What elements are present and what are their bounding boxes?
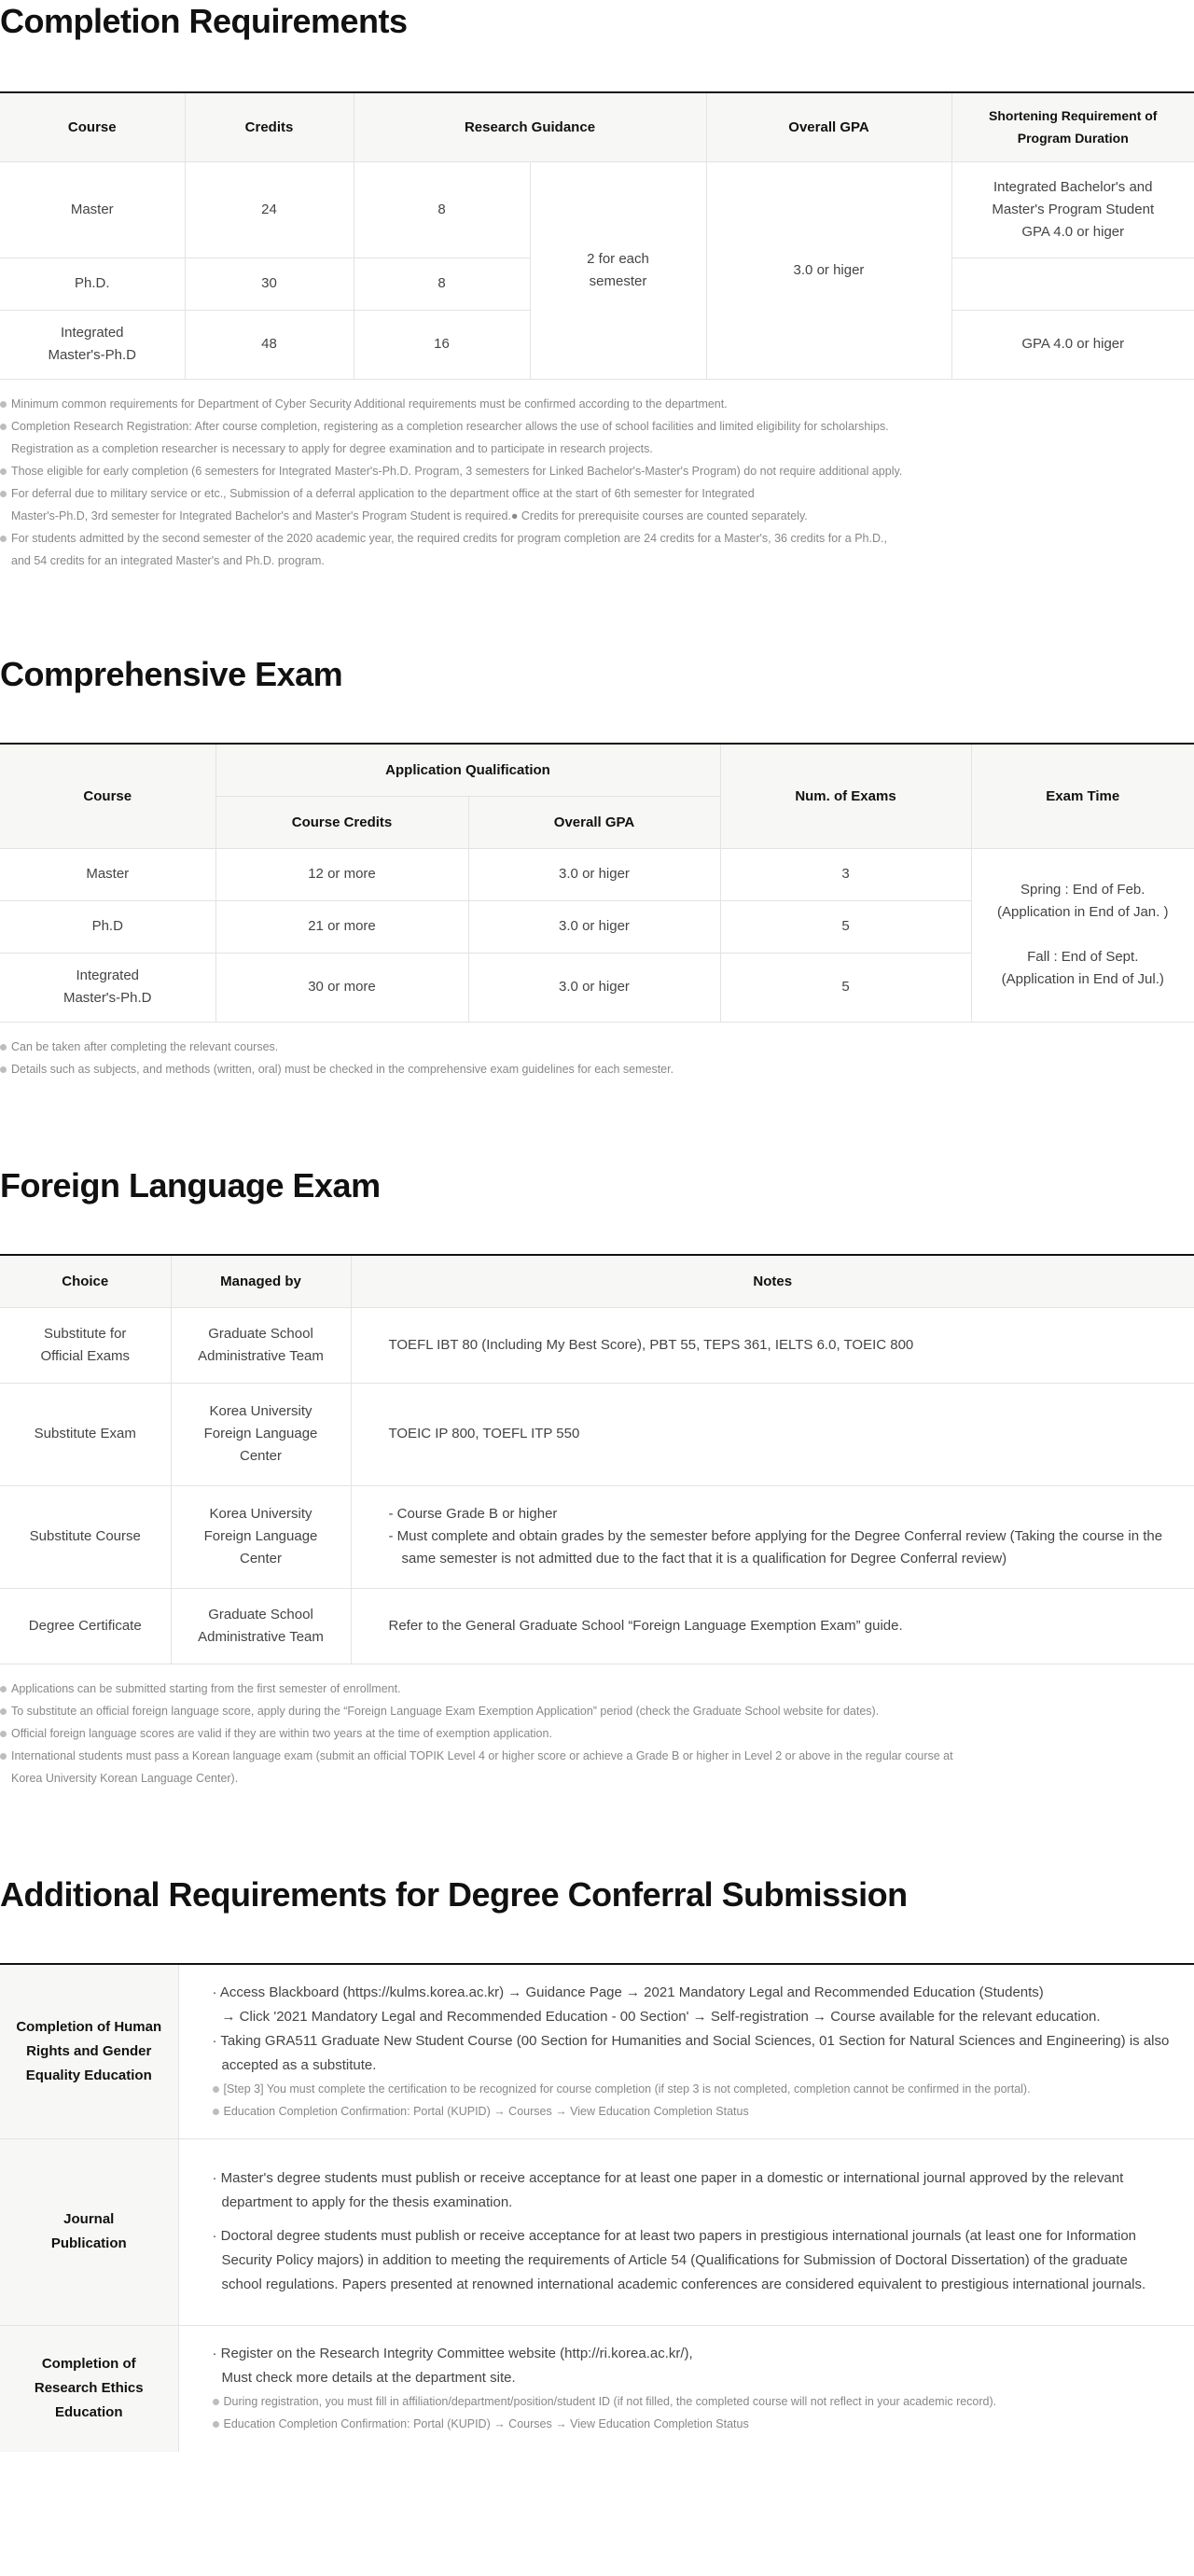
table-cell-notes: TOEIC IP 800, TOEFL ITP 550	[351, 1383, 1194, 1485]
foreign-language-notes	[0, 1678, 1194, 1789]
note-item: Applications can be submitted starting from the first semester of enrollment.	[0, 1678, 1194, 1700]
table-cell-credits: 48	[185, 310, 354, 379]
requirement-label: Journal Publication	[0, 2138, 178, 2325]
requirement-label: Completion of Research Ethics Education	[0, 2325, 178, 2452]
note-item: Can be taken after completing the relevant courses.	[0, 1036, 1194, 1058]
header-managed-by: Managed by	[171, 1255, 351, 1307]
table-cell-research: 16	[354, 310, 530, 379]
header-course: Course	[0, 744, 215, 848]
table-cell-research: 8	[354, 161, 530, 258]
comprehensive-notes	[0, 1036, 1194, 1080]
requirement-line: → Click '2021 Mandatory Legal and Recommended Education - 00 Section' → Self-registration → Course available for the relevant education.	[221, 2008, 1101, 2025]
header-overall-gpa: Overall GPA	[468, 796, 720, 848]
table-cell-course: Ph.D	[0, 900, 215, 953]
note-item: International students must pass a Korean language exam (submit an official TOPIK Level 4 or higher score or achieve a Grade B or higher in Level 2 or above in the regular course at Korea University Korean Language Center).	[0, 1745, 1194, 1789]
table-cell-choice: Substitute Course	[0, 1485, 171, 1588]
table-cell-notes	[351, 1485, 1194, 1588]
table-cell-gpa: 3.0 or higer	[468, 848, 720, 900]
table-cell-shortening	[951, 258, 1194, 310]
exam-time-spring: Spring : End of Feb.	[1020, 882, 1145, 898]
header-credits: Credits	[185, 92, 354, 161]
foreign-language-exam-section	[0, 1164, 1194, 1789]
note-item: Completion Research Registration: After course completion, registering as a completion researcher allows the use of school facilities and limited eligibility for scholarships. Registration as a completion researcher is necessary to apply for degree examination and to participate in research projects.	[0, 415, 1194, 460]
requirement-line: · Access Blackboard (https://kulms.korea.ac.kr) → Guidance Page → 2021 Mandatory Legal and Recommended Education (Students)	[212, 1984, 1044, 2000]
header-course: Course	[0, 92, 185, 161]
header-num-exams: Num. of Exams	[720, 744, 971, 848]
table-cell-credits: 12 or more	[215, 848, 468, 900]
requirement-line: · Taking GRA511 Graduate New Student Course (00 Section for Humanities and Social Sciences, 01 Section for Natural Sciences and Engineering) is also accepted as a substitute.	[212, 2032, 1170, 2073]
comprehensive-exam-table	[0, 743, 1194, 1023]
comprehensive-exam-title: Comprehensive Exam	[0, 655, 343, 693]
requirement-note: Education Completion Confirmation: Portal (KUPID) → Courses → View Education Completion Status	[213, 2413, 1180, 2435]
table-cell-course: Ph.D.	[0, 258, 185, 310]
table-cell-managed-by: Korea University Foreign Language Center	[171, 1383, 351, 1485]
note-item: For deferral due to military service or etc., Submission of a deferral application to the department office at the start of 6th semester for Integrated Master's-Ph.D, 3rd semester for Integrated Bachelor's and Master's Program Student is required.● Credits for prerequisite courses are counted separately.	[0, 482, 1194, 527]
exam-time-fall-application: (Application in End of Jul.)	[1001, 971, 1164, 987]
requirement-line: · Doctoral degree students must publish or receive acceptance for at least two papers in prestigious international journals (at least one for Information Security Policy majors) in addition to meeting the requirements of Article 54 (Qualifications for Submission of Doctoral Dissertation) of the graduate school regulations. Papers presented at renowned international academic conferences are considered equivalent to prestigious international journals.	[212, 2228, 1146, 2292]
note-item: Official foreign language scores are valid if they are within two years at the time of exemption application.	[0, 1722, 1194, 1745]
table-cell-gpa: 3.0 or higer	[468, 900, 720, 953]
table-cell-credits: 30	[185, 258, 354, 310]
foreign-language-exam-table	[0, 1254, 1194, 1664]
table-cell-credits: 21 or more	[215, 900, 468, 953]
header-choice: Choice	[0, 1255, 171, 1307]
additional-requirements-section	[0, 1873, 1194, 2452]
exam-time-spring-application: (Application in End of Jan. )	[997, 904, 1169, 920]
requirement-line: Must check more details at the department site.	[221, 2370, 516, 2387]
requirement-line: · Master's degree students must publish or receive acceptance for at least one paper in a domestic or international journal approved by the relevant department to apply for the thesis examination.	[212, 2170, 1124, 2210]
header-course-credits: Course Credits	[215, 796, 468, 848]
header-application-qualification: Application Qualification	[215, 744, 720, 796]
table-cell-research-shared: 2 for each semester	[530, 161, 706, 379]
foreign-language-exam-title: Foreign Language Exam	[0, 1166, 381, 1204]
table-cell-course: Master	[0, 848, 215, 900]
table-cell-gpa: 3.0 or higer	[468, 953, 720, 1022]
table-cell-managed-by: Korea University Foreign Language Center	[171, 1485, 351, 1588]
header-overall-gpa: Overall GPA	[706, 92, 951, 161]
table-cell-notes: Refer to the General Graduate School “Foreign Language Exemption Exam” guide.	[351, 1588, 1194, 1664]
header-exam-time: Exam Time	[971, 744, 1194, 848]
table-cell-num-exams: 5	[720, 900, 971, 953]
note-item: Details such as subjects, and methods (written, oral) must be checked in the comprehensive exam guidelines for each semester.	[0, 1058, 1194, 1080]
requirement-line: · Register on the Research Integrity Committee website (http://ri.korea.ac.kr/),	[212, 2346, 693, 2362]
note-item: For students admitted by the second semester of the 2020 academic year, the required credits for program completion are 24 credits for a Master's, 36 credits for a Ph.D., and 54 credits for an integrated Master's and Ph.D. program.	[0, 527, 1194, 572]
table-cell-course: Master	[0, 161, 185, 258]
table-cell-shortening: GPA 4.0 or higer	[951, 310, 1194, 379]
requirement-note: Education Completion Confirmation: Portal (KUPID) → Courses → View Education Completion Status	[213, 2100, 1180, 2123]
requirement-content	[178, 2138, 1194, 2325]
note-item: To substitute an official foreign language score, apply during the “Foreign Language Exam Exemption Application” period (check the Graduate School website for dates).	[0, 1700, 1194, 1722]
exam-time-fall: Fall : End of Sept.	[1027, 949, 1139, 965]
table-cell-shortening: Integrated Bachelor's and Master's Program Student GPA 4.0 or higer	[951, 161, 1194, 258]
table-cell-managed-by: Graduate School Administrative Team	[171, 1588, 351, 1664]
note-line: - Course Grade B or higher	[388, 1506, 558, 1522]
note-item: Those eligible for early completion (6 semesters for Integrated Master's-Ph.D. Program, 3 semesters for Linked Bachelor's-Master's Program) do not require additional apply.	[0, 460, 1194, 482]
requirement-note: During registration, you must fill in affiliation/department/position/student ID (if not filled, the completed course will not reflect in your academic record).	[213, 2390, 1180, 2413]
table-cell-exam-time	[971, 848, 1194, 1022]
requirement-label: Completion of Human Rights and Gender Equality Education	[0, 1964, 178, 2138]
header-notes: Notes	[351, 1255, 1194, 1307]
completion-requirements-title: Completion Requirements	[0, 2, 408, 40]
table-cell-choice: Degree Certificate	[0, 1588, 171, 1664]
completion-requirements-table	[0, 91, 1194, 380]
note-line: - Must complete and obtain grades by the semester before applying for the Degree Conferral review (Taking the course in the same semester is not admitted due to the fact that it is a qualification for Degree Conferral review)	[388, 1528, 1163, 1566]
completion-requirements-section	[0, 0, 1194, 572]
table-cell-course: Integrated Master's-Ph.D	[0, 310, 185, 379]
table-cell-gpa-shared: 3.0 or higer	[706, 161, 951, 379]
table-cell-num-exams: 5	[720, 953, 971, 1022]
requirement-note: [Step 3] You must complete the certification to be recognized for course completion (if step 3 is not completed, completion cannot be confirmed in the portal).	[213, 2078, 1180, 2100]
table-cell-choice: Substitute for Official Exams	[0, 1307, 171, 1383]
table-cell-credits: 30 or more	[215, 953, 468, 1022]
table-cell-managed-by: Graduate School Administrative Team	[171, 1307, 351, 1383]
table-cell-research: 8	[354, 258, 530, 310]
header-shortening: Shortening Requirement of Program Duration	[951, 92, 1194, 161]
comprehensive-exam-section	[0, 653, 1194, 1080]
additional-requirements-title: Additional Requirements for Degree Conferral Submission	[0, 1875, 908, 1914]
table-cell-choice: Substitute Exam	[0, 1383, 171, 1485]
note-item: Minimum common requirements for Department of Cyber Security Additional requirements must be confirmed according to the department.	[0, 393, 1194, 415]
additional-requirements-table	[0, 1963, 1194, 2452]
table-cell-credits: 24	[185, 161, 354, 258]
table-cell-course: Integrated Master's-Ph.D	[0, 953, 215, 1022]
completion-notes	[0, 393, 1194, 572]
table-cell-notes: TOEFL IBT 80 (Including My Best Score), PBT 55, TEPS 361, IELTS 6.0, TOEIC 800	[351, 1307, 1194, 1383]
table-cell-num-exams: 3	[720, 848, 971, 900]
header-research-guidance: Research Guidance	[354, 92, 706, 161]
requirement-content	[178, 1964, 1194, 2138]
requirement-content	[178, 2325, 1194, 2452]
